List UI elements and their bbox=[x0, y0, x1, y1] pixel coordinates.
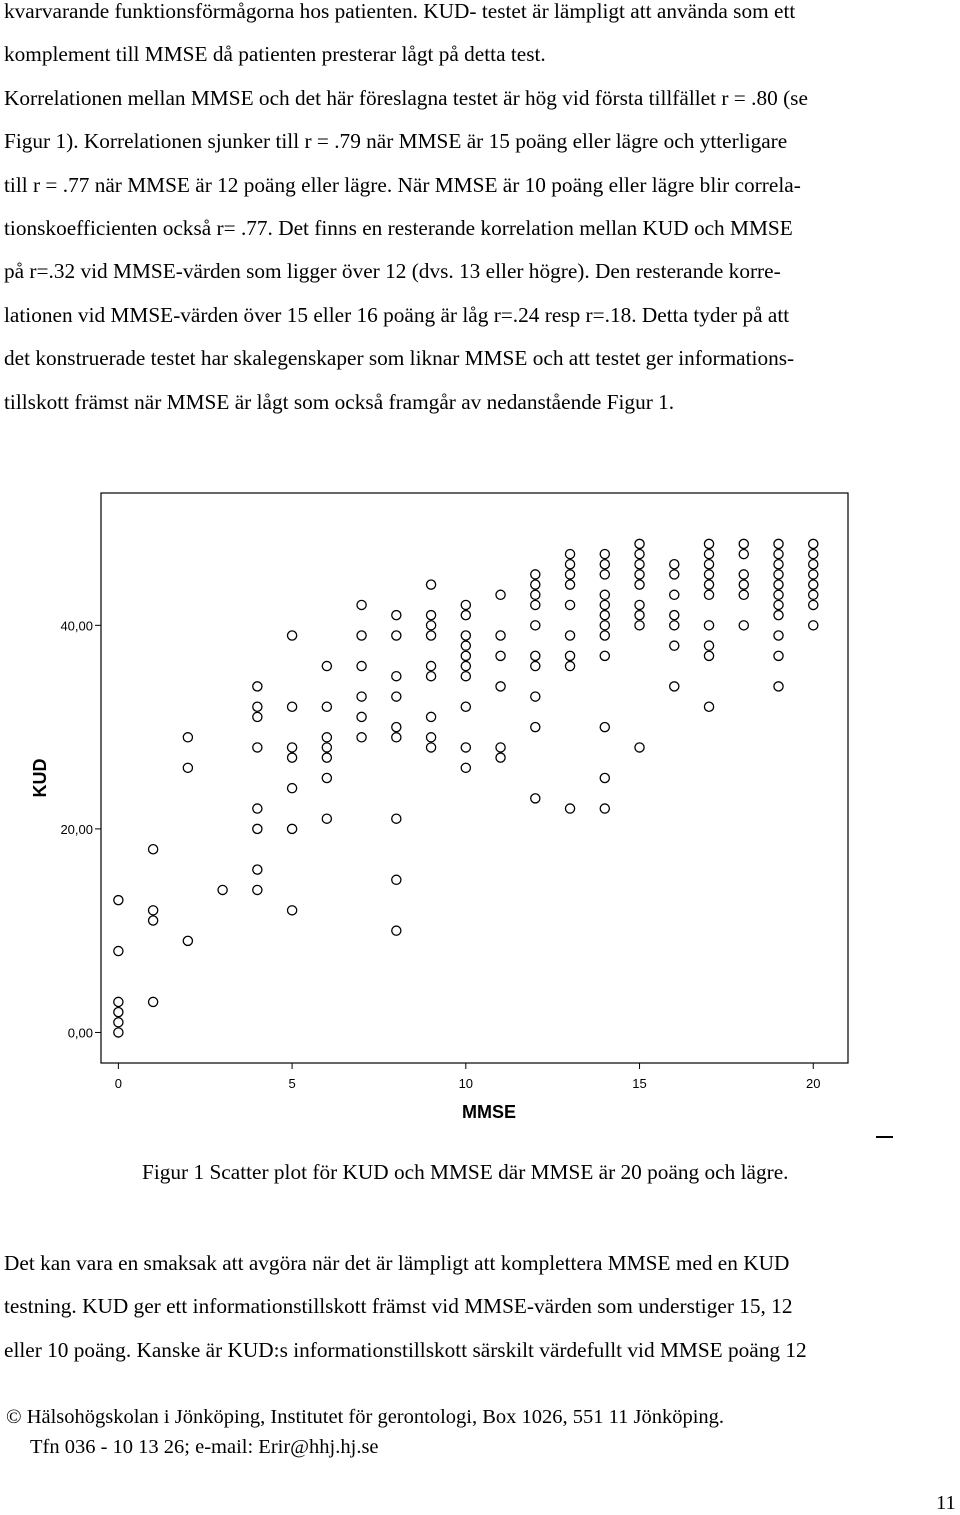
data-point bbox=[392, 814, 401, 823]
data-point bbox=[531, 590, 540, 599]
y-axis-title: KUD bbox=[30, 758, 50, 798]
data-point bbox=[774, 570, 783, 579]
data-point bbox=[600, 549, 609, 558]
data-point bbox=[704, 549, 713, 558]
data-point bbox=[600, 631, 609, 640]
data-point bbox=[635, 580, 644, 589]
data-point bbox=[774, 611, 783, 620]
data-point bbox=[357, 692, 366, 701]
body-paragraph-top bbox=[4, 0, 954, 424]
data-point bbox=[739, 570, 748, 579]
data-point bbox=[635, 600, 644, 609]
text-line: Det kan vara en smaksak att avgöra när det är lämpligt att komplettera MMSE med en KUD bbox=[4, 1251, 790, 1275]
data-point bbox=[774, 539, 783, 548]
data-point bbox=[704, 590, 713, 599]
data-point bbox=[253, 865, 262, 874]
data-point bbox=[774, 631, 783, 640]
data-point bbox=[426, 712, 435, 721]
data-point bbox=[565, 631, 574, 640]
data-point bbox=[704, 570, 713, 579]
data-point bbox=[531, 794, 540, 803]
data-point bbox=[392, 875, 401, 884]
text-line: det konstruerade testet har skalegenskaper som liknar MMSE och att testet ger informations- bbox=[4, 346, 795, 371]
data-point bbox=[426, 580, 435, 589]
data-point bbox=[287, 702, 296, 711]
data-point bbox=[635, 621, 644, 630]
text-line: eller 10 poäng. Kanske är KUD:s informationstillskott särskilt värdefullt vid MMSE poäng 12 bbox=[4, 1337, 807, 1362]
data-point bbox=[149, 845, 158, 854]
data-point bbox=[600, 611, 609, 620]
data-point bbox=[809, 590, 818, 599]
data-point bbox=[704, 580, 713, 589]
body-paragraph-bottom bbox=[4, 1242, 954, 1372]
caption-dash bbox=[876, 1136, 893, 1138]
footer-contact: Tfn 036 - 10 13 26; e-mail: Erir@hhj.hj.se bbox=[30, 1436, 379, 1458]
scatter-figure bbox=[0, 478, 960, 1138]
data-point bbox=[565, 600, 574, 609]
data-point bbox=[149, 906, 158, 915]
scatter-chart bbox=[0, 478, 960, 1138]
data-point bbox=[496, 682, 505, 691]
data-point bbox=[287, 824, 296, 833]
data-point bbox=[600, 804, 609, 813]
data-point bbox=[774, 682, 783, 691]
data-point bbox=[774, 580, 783, 589]
data-point bbox=[322, 773, 331, 782]
data-point bbox=[461, 661, 470, 670]
data-point bbox=[461, 651, 470, 660]
data-point bbox=[531, 580, 540, 589]
data-point bbox=[670, 570, 679, 579]
data-point bbox=[287, 906, 296, 915]
data-point bbox=[287, 631, 296, 640]
data-point bbox=[392, 926, 401, 935]
plot-frame bbox=[101, 493, 848, 1063]
data-point bbox=[114, 946, 123, 955]
x-tick-label: 20 bbox=[806, 1076, 821, 1091]
data-point bbox=[496, 753, 505, 762]
data-point bbox=[287, 784, 296, 793]
data-point bbox=[565, 549, 574, 558]
data-point bbox=[426, 661, 435, 670]
data-point bbox=[114, 896, 123, 905]
data-point bbox=[809, 539, 818, 548]
data-point bbox=[531, 621, 540, 630]
data-point bbox=[253, 804, 262, 813]
data-point bbox=[183, 763, 192, 772]
data-point bbox=[426, 611, 435, 620]
data-point bbox=[565, 570, 574, 579]
data-point bbox=[322, 743, 331, 752]
data-point bbox=[635, 549, 644, 558]
data-point bbox=[357, 712, 366, 721]
data-point bbox=[114, 1018, 123, 1027]
data-point bbox=[670, 641, 679, 650]
y-axis-ticks bbox=[60, 618, 101, 1040]
data-point bbox=[322, 733, 331, 742]
data-point bbox=[565, 804, 574, 813]
text-line: testning. KUD ger ett informationstillskott främst vid MMSE-värden som understiger 15, 12 bbox=[4, 1294, 793, 1319]
data-point bbox=[461, 672, 470, 681]
data-point bbox=[635, 570, 644, 579]
data-point bbox=[531, 692, 540, 701]
x-tick-label: 0 bbox=[114, 1076, 122, 1091]
x-axis-ticks bbox=[115, 1063, 821, 1091]
y-tick-label: 0,00 bbox=[67, 1025, 93, 1041]
data-point bbox=[704, 621, 713, 630]
data-point bbox=[183, 936, 192, 945]
data-point bbox=[565, 580, 574, 589]
data-point bbox=[809, 580, 818, 589]
data-point bbox=[600, 600, 609, 609]
data-point bbox=[531, 651, 540, 660]
data-point bbox=[670, 621, 679, 630]
data-point bbox=[774, 549, 783, 558]
data-point bbox=[461, 631, 470, 640]
y-tick-label: 20,00 bbox=[60, 821, 93, 837]
data-point bbox=[809, 549, 818, 558]
page-footer bbox=[6, 1402, 724, 1462]
data-point bbox=[739, 539, 748, 548]
data-point bbox=[426, 733, 435, 742]
data-point bbox=[531, 600, 540, 609]
text-line: Figur 1). Korrelationen sjunker till r = .79 när MMSE är 15 poäng eller lägre och ytterligare bbox=[4, 129, 788, 154]
data-point bbox=[531, 570, 540, 579]
data-point bbox=[739, 621, 748, 630]
data-point bbox=[149, 916, 158, 925]
data-point bbox=[392, 672, 401, 681]
data-point bbox=[774, 600, 783, 609]
data-point bbox=[461, 743, 470, 752]
x-tick-label: 5 bbox=[288, 1076, 296, 1091]
data-point bbox=[531, 661, 540, 670]
data-point bbox=[739, 549, 748, 558]
data-point bbox=[565, 651, 574, 660]
data-point bbox=[253, 712, 262, 721]
data-point bbox=[149, 997, 158, 1006]
data-point bbox=[392, 631, 401, 640]
data-point bbox=[461, 600, 470, 609]
data-point bbox=[253, 682, 262, 691]
data-point bbox=[774, 651, 783, 660]
data-point bbox=[426, 672, 435, 681]
x-tick-label: 15 bbox=[632, 1076, 647, 1091]
data-point bbox=[774, 590, 783, 599]
data-point bbox=[218, 885, 227, 894]
data-point bbox=[357, 600, 366, 609]
data-point bbox=[600, 773, 609, 782]
text-line: Korrelationen mellan MMSE och det här föreslagna testet är hög vid första tillfället r = .80 (se bbox=[4, 85, 808, 110]
data-point bbox=[253, 743, 262, 752]
data-point bbox=[426, 621, 435, 630]
data-point bbox=[392, 692, 401, 701]
data-point bbox=[704, 560, 713, 569]
data-point bbox=[565, 560, 574, 569]
data-point bbox=[600, 723, 609, 732]
data-point bbox=[565, 661, 574, 670]
data-point bbox=[496, 651, 505, 660]
data-point bbox=[704, 539, 713, 548]
text-line: komplement till MMSE då patienten presterar lågt på detta test. bbox=[4, 42, 546, 67]
data-point bbox=[496, 590, 505, 599]
data-point bbox=[392, 733, 401, 742]
data-point bbox=[739, 590, 748, 599]
data-point bbox=[357, 661, 366, 670]
data-point bbox=[114, 997, 123, 1006]
data-point bbox=[600, 560, 609, 569]
data-point bbox=[253, 885, 262, 894]
data-points bbox=[114, 539, 818, 1037]
data-point bbox=[704, 702, 713, 711]
data-point bbox=[496, 743, 505, 752]
data-point bbox=[635, 743, 644, 752]
data-point bbox=[287, 753, 296, 762]
data-point bbox=[461, 611, 470, 620]
footer-address: © Hälsohögskolan i Jönköping, Institutet för gerontologi, Box 1026, 551 11 Jönköping. bbox=[6, 1406, 725, 1428]
data-point bbox=[531, 723, 540, 732]
data-point bbox=[670, 611, 679, 620]
text-line: på r=.32 vid MMSE-värden som ligger över 12 (dvs. 13 eller högre). Den resterande korre- bbox=[4, 259, 781, 284]
data-point bbox=[322, 753, 331, 762]
text-line: tionskoefficienten också r= .77. Det finns en resterande korrelation mellan KUD och MMSE bbox=[4, 215, 793, 240]
data-point bbox=[496, 631, 505, 640]
data-point bbox=[322, 814, 331, 823]
data-point bbox=[114, 1028, 123, 1037]
data-point bbox=[670, 590, 679, 599]
data-point bbox=[461, 641, 470, 650]
data-point bbox=[600, 621, 609, 630]
data-point bbox=[635, 560, 644, 569]
data-point bbox=[253, 702, 262, 711]
data-point bbox=[670, 682, 679, 691]
text-line: tillskott främst när MMSE är lågt som också framgår av nedanstående Figur 1. bbox=[4, 389, 675, 414]
data-point bbox=[635, 611, 644, 620]
text-line: till r = .77 när MMSE är 12 poäng eller lägre. När MMSE är 10 poäng eller lägre blir correla- bbox=[4, 172, 801, 197]
data-point bbox=[670, 560, 679, 569]
data-point bbox=[183, 733, 192, 742]
data-point bbox=[392, 611, 401, 620]
data-point bbox=[600, 570, 609, 579]
text-line: lationen vid MMSE-värden över 15 eller 16 poäng är låg r=.24 resp r=.18. Detta tyder på att bbox=[4, 302, 790, 327]
data-point bbox=[357, 631, 366, 640]
data-point bbox=[600, 590, 609, 599]
text-line: kvarvarande funktionsförmågorna hos patienten. KUD- testet är lämpligt att använda som ett bbox=[4, 0, 796, 23]
data-point bbox=[392, 723, 401, 732]
data-point bbox=[774, 560, 783, 569]
data-point bbox=[809, 621, 818, 630]
data-point bbox=[287, 743, 296, 752]
data-point bbox=[426, 631, 435, 640]
data-point bbox=[600, 651, 609, 660]
page-number: 11 bbox=[936, 1492, 956, 1514]
data-point bbox=[322, 702, 331, 711]
data-point bbox=[809, 600, 818, 609]
y-tick-label: 40,00 bbox=[60, 618, 93, 634]
data-point bbox=[253, 824, 262, 833]
data-point bbox=[322, 661, 331, 670]
data-point bbox=[809, 560, 818, 569]
data-point bbox=[809, 570, 818, 579]
data-point bbox=[461, 763, 470, 772]
data-point bbox=[704, 641, 713, 650]
data-point bbox=[357, 733, 366, 742]
data-point bbox=[461, 702, 470, 711]
data-point bbox=[426, 743, 435, 752]
data-point bbox=[635, 539, 644, 548]
data-point bbox=[739, 580, 748, 589]
data-point bbox=[704, 651, 713, 660]
x-tick-label: 10 bbox=[458, 1076, 474, 1091]
x-axis-title: MMSE bbox=[462, 1102, 516, 1122]
data-point bbox=[114, 1008, 123, 1017]
figure-caption: Figur 1 Scatter plot för KUD och MMSE där MMSE är 20 poäng och lägre. bbox=[142, 1160, 789, 1184]
